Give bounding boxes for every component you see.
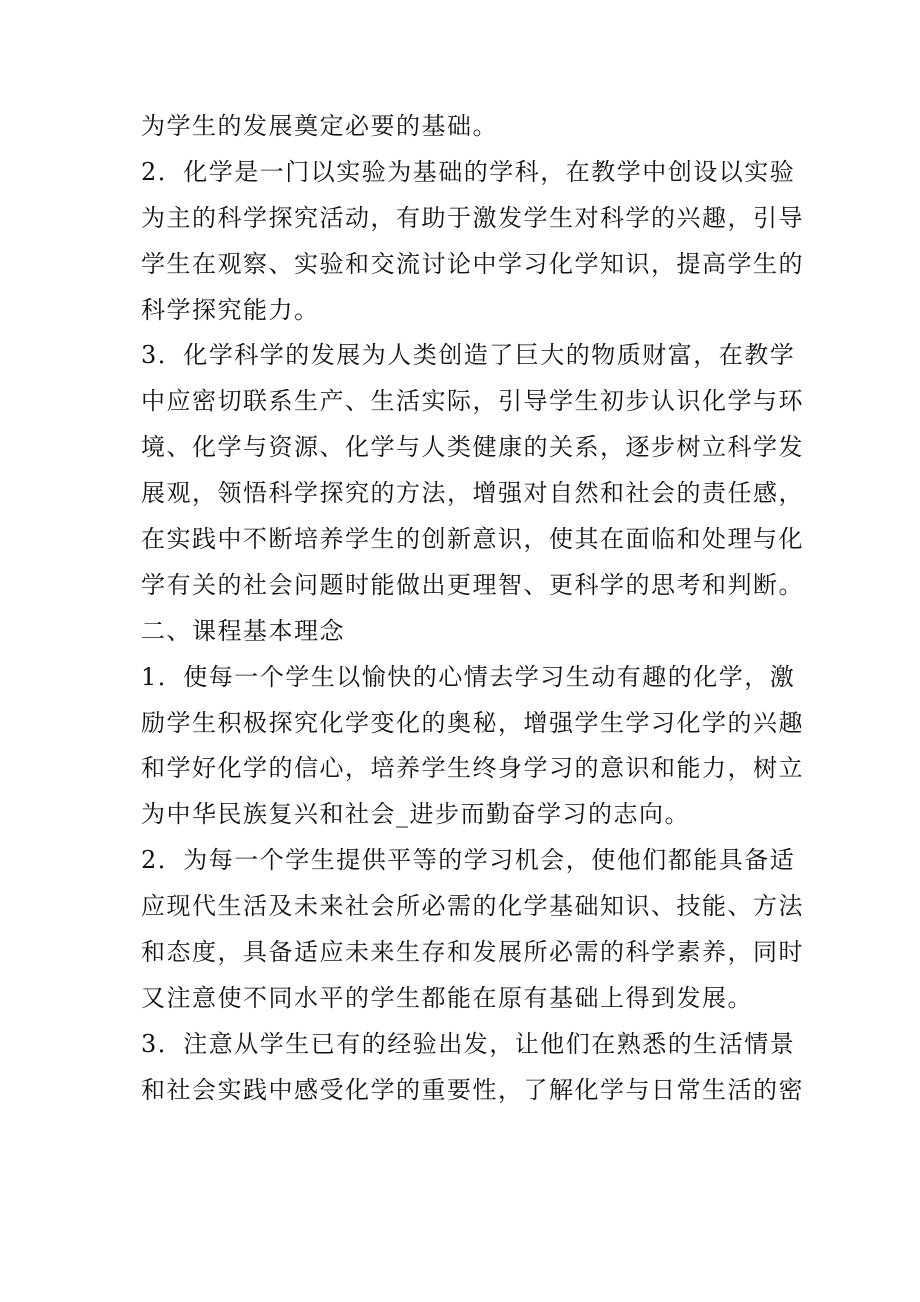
text-line: 中应密切联系生产、生活实际，引导学生初步认识化学与环 xyxy=(141,387,804,416)
text-line: 和社会实践中感受化学的重要性，了解化学与日常生活的密 xyxy=(141,1075,804,1104)
text-line: 为学生的发展奠定必要的基础。 xyxy=(141,112,498,140)
text-line: 又注意使不同水平的学生都能在原有基础上得到发展。 xyxy=(141,983,753,1012)
text-line: 学生在观察、实验和交流讨论中学习化学知识，提高学生的 xyxy=(141,249,804,278)
text-line: 境、化学与资源、化学与人类健康的关系，逐步树立科学发 xyxy=(141,433,804,462)
text-line: 励学生积极探究化学变化的奥秘，增强学生学习化学的兴趣 xyxy=(141,708,804,737)
text-line: 2．为每一个学生提供平等的学习机会，使他们都能具备适 xyxy=(141,846,796,875)
document-body xyxy=(141,104,804,1114)
text-line: 1．使每一个学生以愉快的心情去学习生动有趣的化学，激 xyxy=(141,662,796,691)
text-line: 和态度，具备适应未来生存和发展所必需的科学素养，同时 xyxy=(141,938,804,967)
text-line: 2．化学是一门以实验为基础的学科，在教学中创设以实验 xyxy=(141,157,796,186)
text-line: 科学探究能力。 xyxy=(141,295,320,324)
text-line: 3．注意从学生已有的经验出发，让他们在熟悉的生活情景 xyxy=(141,1029,796,1058)
text-line: 在实践中不断培养学生的创新意识，使其在面临和处理与化 xyxy=(141,525,804,554)
section-heading: 二、课程基本理念 xyxy=(141,616,345,645)
text-line: 应现代生活及未来社会所必需的化学基础知识、技能、方法 xyxy=(141,892,804,921)
text-line: 为主的科学探究活动，有助于激发学生对科学的兴趣，引导 xyxy=(141,203,804,232)
text-line: 为中华民族复兴和社会_进步而勤奋学习的志向。 xyxy=(141,800,690,829)
text-line: 和学好化学的信心，培养学生终身学习的意识和能力，树立 xyxy=(141,754,804,783)
text-line: 学有关的社会问题时能做出更理智、更科学的思考和判断。 xyxy=(141,570,804,599)
text-line: 展观，领悟科学探究的方法，增强对自然和社会的责任感， xyxy=(141,479,804,508)
text-line: 3．化学科学的发展为人类创造了巨大的物质财富，在教学 xyxy=(141,341,796,370)
